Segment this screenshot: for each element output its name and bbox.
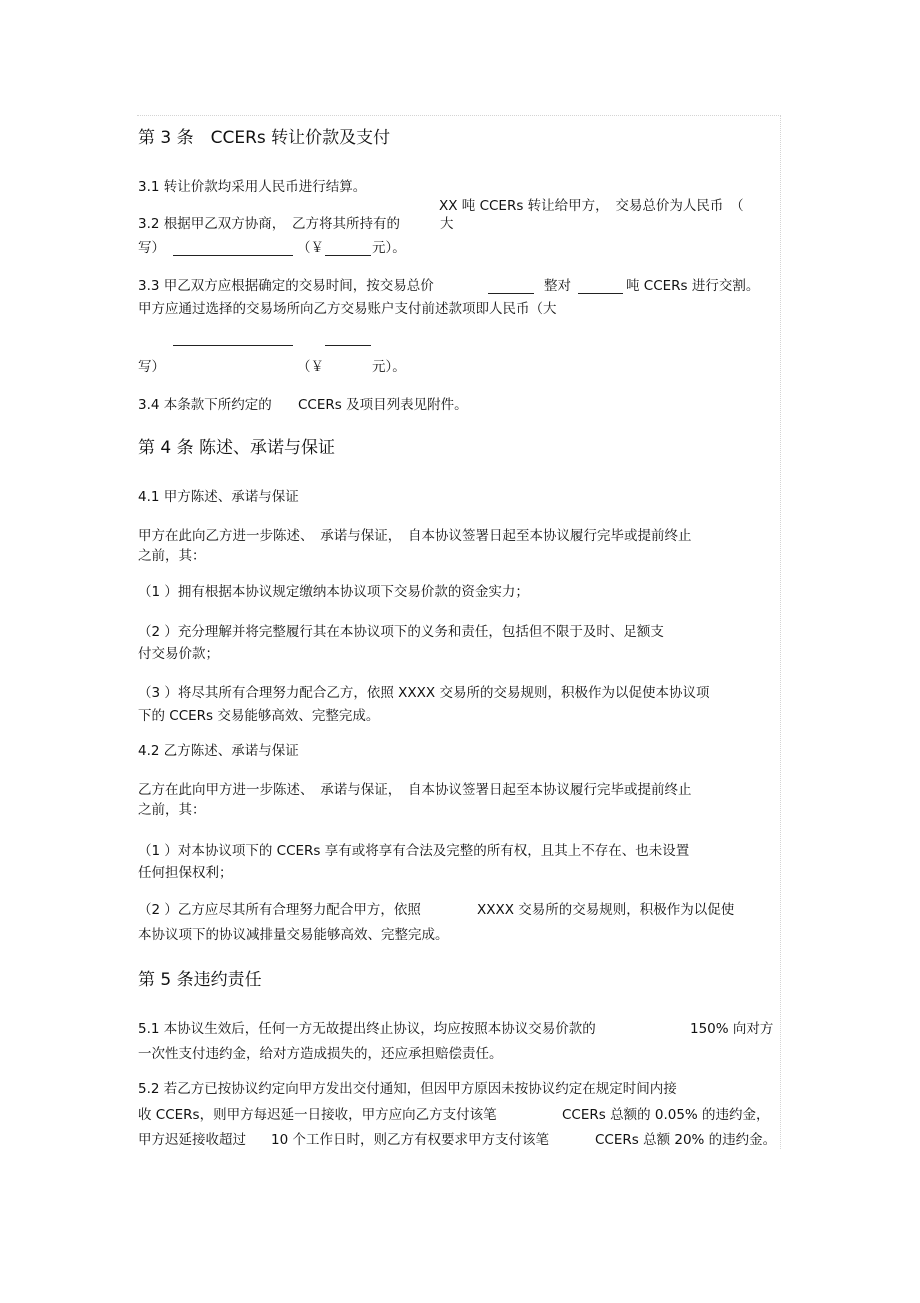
- clause-3-2-text: （￥: [297, 240, 324, 256]
- clause-5-1-text: 一次性支付违约金，给对方造成损失的，还应承担赔偿责任。: [138, 1046, 503, 1062]
- list-item: 付交易价款；: [138, 646, 219, 662]
- blank-line: [173, 255, 293, 256]
- clause-3-2-text: XX 吨 CCERs 转让给甲方， 交易总价为人民币 （: [439, 198, 744, 214]
- clause-3-4-text: 3.4 本条款下所约定的: [138, 397, 272, 413]
- clause-3-1: 3.1 转让价款均采用人民币进行结算。: [138, 179, 367, 195]
- clause-3-2-text: 写）: [138, 240, 165, 256]
- article-4-title: 第 4 条 陈述、承诺与保证: [138, 438, 336, 458]
- clause-5-2-text: 10 个工作日时，则乙方有权要求甲方支付该笔: [271, 1132, 549, 1148]
- blank-line: [173, 345, 293, 346]
- section-4-1-intro: 之前，其：: [138, 548, 206, 564]
- article-5-title: 第 5 条违约责任: [138, 970, 262, 990]
- clause-5-1-text: 5.1 本协议生效后，任何一方无故提出终止协议，均应按照本协议交易价款的: [138, 1021, 596, 1037]
- list-item: 下的 CCERs 交易能够高效、完整完成。: [138, 708, 380, 724]
- clause-3-2-text: 3.2 根据甲乙双方协商， 乙方将其所持有的: [138, 216, 401, 232]
- list-item: 任何担保权利；: [138, 865, 233, 881]
- clause-3-3-text: （￥: [297, 359, 324, 375]
- blank-line: [488, 293, 534, 294]
- list-item: （2 ）乙方应尽其所有合理努力配合甲方，依照: [138, 902, 421, 918]
- list-item: （2 ）充分理解并将完整履行其在本协议项下的义务和责任，包括但不限于及时、足额支: [138, 624, 664, 640]
- blank-line: [325, 345, 371, 346]
- blank-line: [578, 293, 623, 294]
- clause-3-3-text: 元）。: [372, 359, 406, 375]
- list-item: （3 ）将尽其所有合理努力配合乙方，依照 XXXX 交易所的交易规则，积极作为以促使本协议项: [138, 685, 710, 701]
- section-4-2-heading: 4.2 乙方陈述、承诺与保证: [138, 743, 299, 759]
- section-4-1-heading: 4.1 甲方陈述、承诺与保证: [138, 489, 299, 505]
- clause-5-2-text: 甲方迟延接收超过: [138, 1132, 246, 1148]
- clause-3-4-text: CCERs 及项目列表见附件。: [298, 397, 468, 413]
- list-item: 本协议项下的协议减排量交易能够高效、完整完成。: [138, 927, 449, 943]
- clause-3-3-text: 甲方应通过选择的交易场所向乙方交易账户支付前述款项即人民币（大: [138, 301, 557, 317]
- clause-3-3-text: 3.3 甲乙双方应根据确定的交易时间，按交易总价: [138, 278, 434, 294]
- section-4-2-intro: 乙方在此向甲方进一步陈述、 承诺与保证， 自本协议签署日起至本协议履行完毕或提前终止: [138, 782, 692, 798]
- clause-5-2-text: 5.2 若乙方已按协议约定向甲方发出交付通知，但因甲方原因未按协议约定在规定时间内接: [138, 1081, 677, 1097]
- clause-5-2-text: CCERs 总额的 0.05% 的违约金，: [562, 1107, 770, 1123]
- list-item: XXXX 交易所的交易规则，积极作为以促使: [477, 902, 735, 918]
- list-item: （1 ）对本协议项下的 CCERs 享有或将享有合法及完整的所有权，且其上不存在、也未设置: [138, 843, 690, 859]
- clause-5-1-text: 150% 向对方: [690, 1021, 774, 1037]
- section-4-2-intro: 之前，其：: [138, 802, 206, 818]
- clause-3-3-text: 写）: [138, 359, 165, 375]
- list-item: （1 ）拥有根据本协议规定缴纳本协议项下交易价款的资金实力；: [138, 584, 529, 600]
- section-4-1-intro: 甲方在此向乙方进一步陈述、 承诺与保证， 自本协议签署日起至本协议履行完毕或提前终止: [138, 528, 692, 544]
- clause-5-2-text: 收 CCERs，则甲方每迟延一日接收，甲方应向乙方支付该笔: [138, 1107, 497, 1123]
- clause-3-3-text: 整对: [544, 278, 571, 294]
- clause-3-3-text: 吨 CCERs 进行交割。: [626, 278, 760, 294]
- clause-5-2-text: CCERs 总额 20% 的违约金。: [595, 1132, 777, 1148]
- blank-line: [325, 255, 371, 256]
- clause-3-2-text: 元）。: [372, 240, 406, 256]
- clause-3-2-text: 大: [440, 216, 454, 232]
- article-3-title: 第 3 条 CCERs 转让价款及支付: [138, 128, 391, 148]
